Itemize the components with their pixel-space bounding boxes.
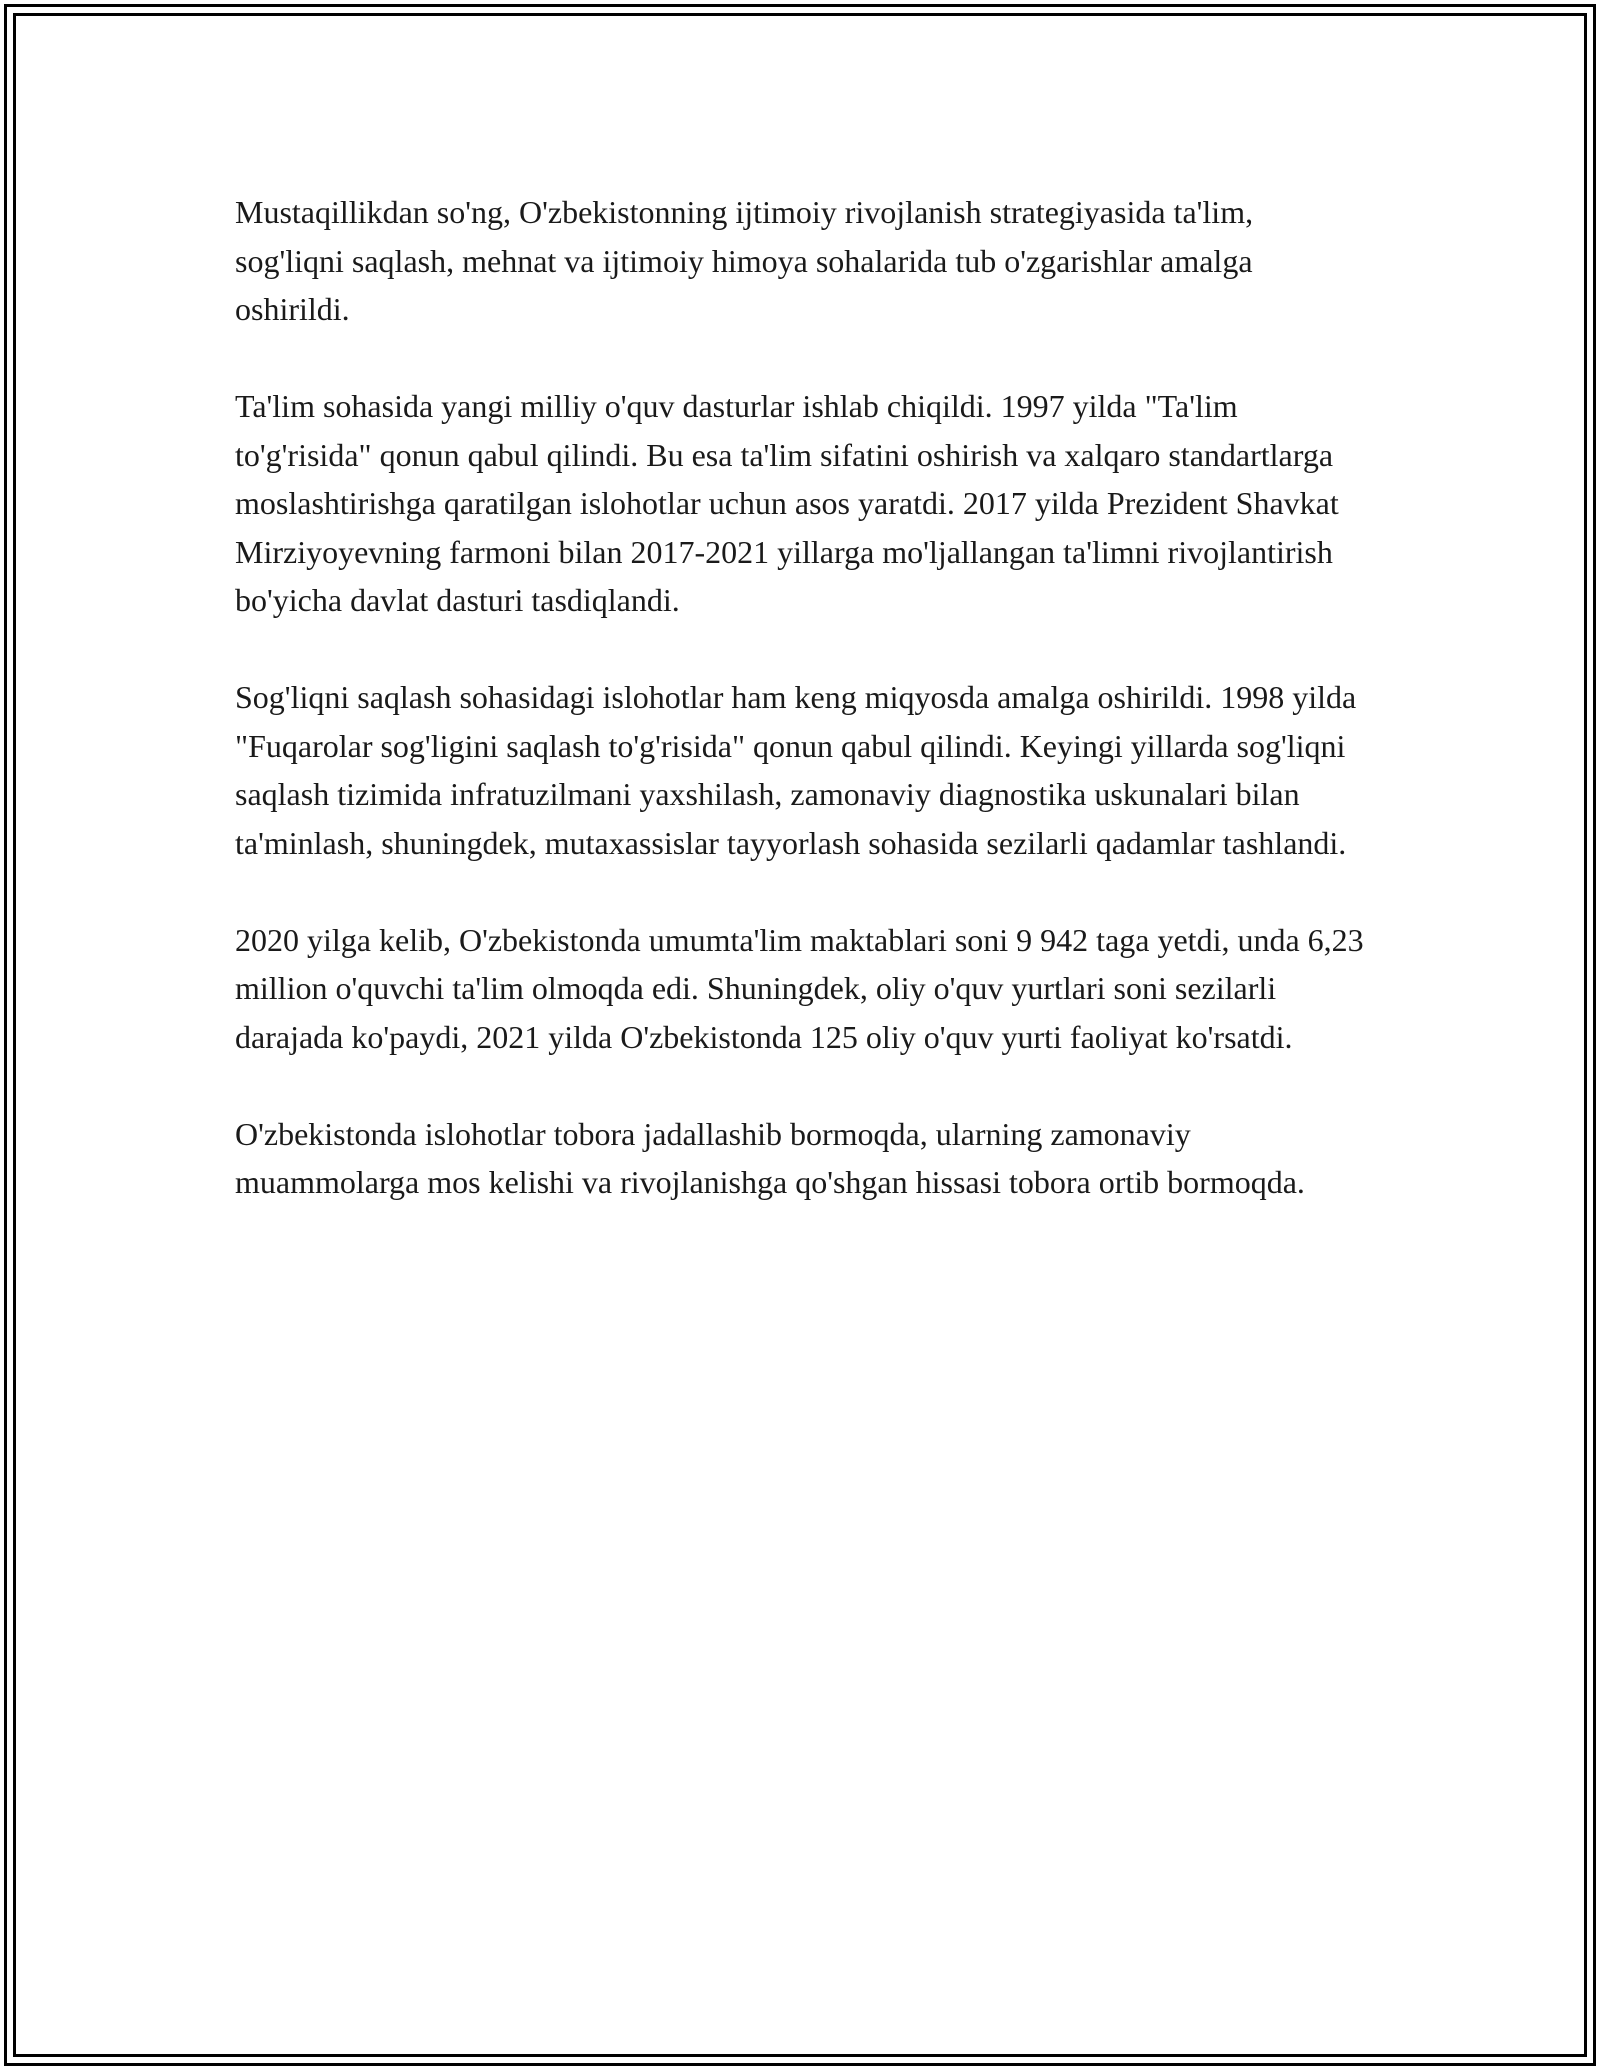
paragraph-independence-reforms: Mustaqillikdan so'ng, O'zbekistonning ijtimoiy rivojlanish strategiyasida ta'lim, sog'liqni saqlash, mehnat va ijtimoiy himoya sohalarida tub o'zgarishlar amalga oshirildi. [235, 194, 1254, 327]
paragraph-conclusion: O'zbekistonda islohotlar tobora jadallashib bormoqda, ularning zamonaviy muammolarga mos kelishi va rivojlanishga qo'shgan hissasi tobora ortib bormoqda. [235, 1115, 1305, 1200]
paragraph-school-statistics: 2020 yilga kelib, O'zbekistonda umumta'lim maktablari soni 9 942 taga yetdi, unda 6,23 million o'quvchi ta'lim olmoqda edi. Shuningdek, oliy o'quv yurtlari soni sezilarli darajada ko'paydi, 2021 yilda O'zbekistonda 125 oliy o'quv yurti faoliyat ko'rsatdi. [235, 921, 1364, 1055]
document-body [235, 188, 1365, 1255]
paragraph-education-reforms: Ta'lim sohasida yangi milliy o'quv dasturlar ishlab chiqildi. 1997 yilda "Ta'lim to'g'risida" qonun qabul qilindi. Bu esa ta'lim sifatini oshirish va xalqaro standartlarga moslashtirishga qaratilgan islohotlar uchun asos yaratdi. 2017 yilda Prezident Shavkat Mirziyoyevning farmoni bilan 2017-2021 yillarga mo'ljallangan ta'limni rivojlantirish bo'yicha davlat dasturi tasdiqlandi. [235, 388, 1339, 618]
paragraph-healthcare-reforms: Sog'liqni saqlash sohasidagi islohotlar ham keng miqyosda amalga oshirildi. 1998 yilda "Fuqarolar sog'ligini saqlash to'g'risida" qonun qabul qilindi. Keyingi yillarda sog'liqni saqlash tizimida infratuzilmani yaxshilash, zamonaviy diagnostika uskunalari bilan ta'minlash, shuningdek, mutaxassislar tayyorlash sohasida sezilarli qadamlar tashlandi. [235, 679, 1357, 861]
